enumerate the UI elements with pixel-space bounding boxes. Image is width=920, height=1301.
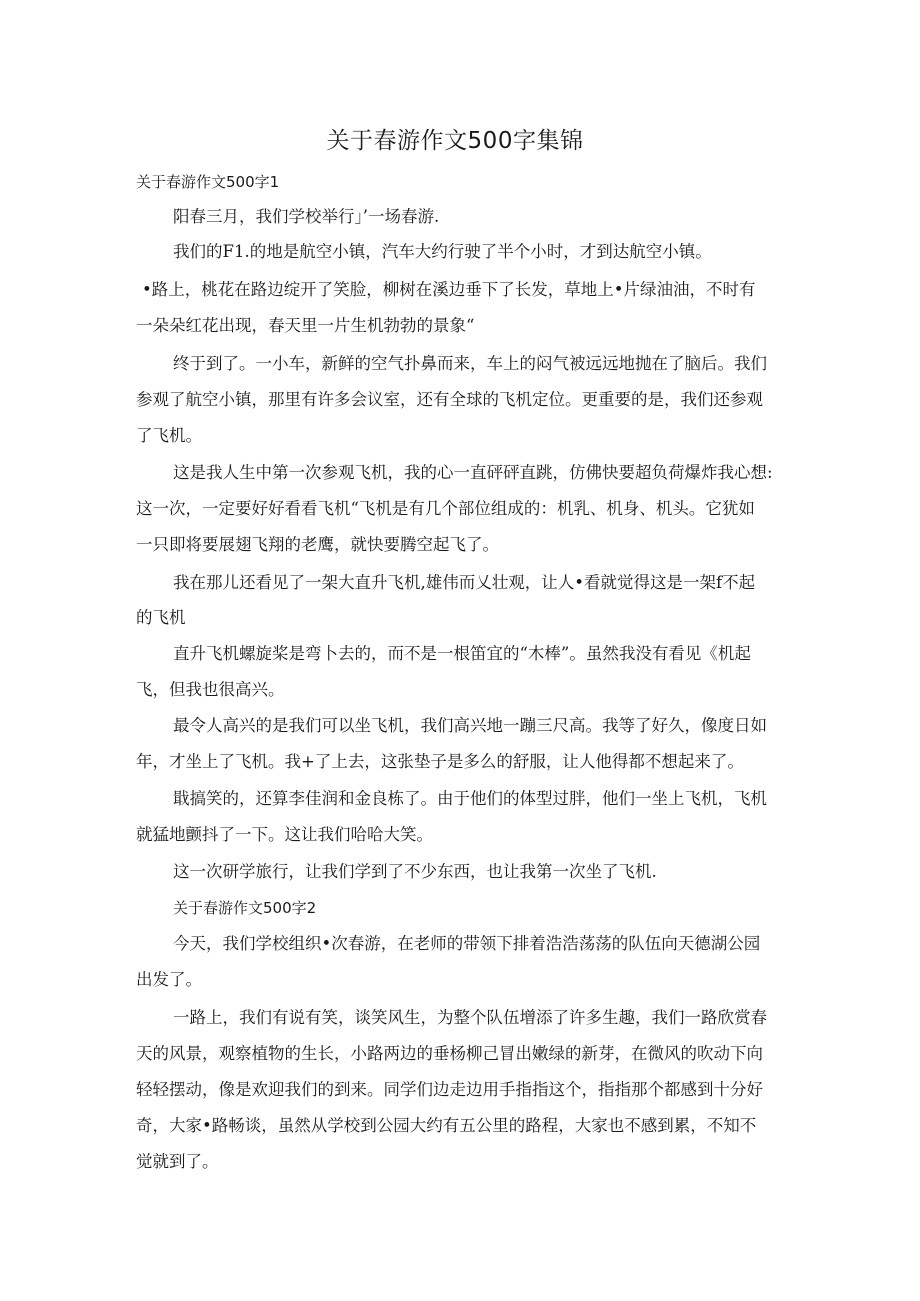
- text-line: 今天，我们学校组织•次春游，在老师的带领下排着浩浩荡荡的队伍向天德湖公园: [173, 934, 761, 953]
- text-line: 天的风景，观察植物的生长，小路两边的垂杨柳己冒出嫩绿的新芽，在微风的吹动下向: [136, 1044, 763, 1063]
- section-heading: 关于春游作文500字1: [136, 173, 280, 191]
- text-line: 奇，大家•路畅谈，虽然从学校到公园大约有五公里的路程，大家也不感到累，不知不: [136, 1116, 757, 1135]
- text-line: 了飞机。: [136, 426, 202, 445]
- section-heading: 关于春游作文500字2: [173, 899, 317, 917]
- text-line: 觉就到了。: [136, 1152, 219, 1171]
- document-title: 关于春游作文500字集锦: [326, 128, 584, 154]
- text-line: 一只即将要展翅飞翔的老鹰，就快要腾空起飞了。: [136, 535, 499, 554]
- text-line: 我们的F1.的地是航空小镇，汽车大约行驶了半个小时，才到达航空小镇。: [173, 242, 712, 261]
- text-line: 阳春三月，我们学校举行」’一场春游.: [173, 207, 440, 226]
- text-line: 这一次研学旅行，让我们学到了不少东西，也让我第一次坐了飞机.: [173, 862, 657, 881]
- text-line: 一路上，我们有说有笑，谈笑风生，为整个队伍增添了许多生趣，我们一路欣赏春: [173, 1008, 767, 1027]
- text-line: 最令人高兴的是我们可以坐飞机，我们高兴地一蹦三尺高。我等了好久，像度日如: [173, 716, 767, 735]
- text-line: 飞，但我也很高兴。: [136, 680, 285, 699]
- text-line: 年，才坐上了飞机。我+了上去，这张垫子是多么的舒服，让人他得都不想起来了。: [136, 752, 744, 771]
- text-line: 参观了航空小镇，那里有许多会议室，还有全球的飞机定位。更重要的是，我们还参观: [136, 390, 763, 409]
- text-line: 直升飞机螺旋桨是弯卜去的，而不是一根笛宜的“木棒”。虽然我没有看见《机起: [173, 644, 751, 663]
- text-line: 就猛地颤抖了一下。这让我们哈哈大笑。: [136, 825, 433, 844]
- text-line: •路上，桃花在路边绽开了笑脸，柳树在溪边垂下了长发，草地上•片绿油油，不时有: [142, 280, 756, 299]
- text-line: 终于到了。一小车，新鲜的空气扑鼻而来，车上的闷气被远远地抛在了脑后。我们: [173, 354, 767, 373]
- text-line: 我在那儿还看见了一架大直升飞机,雄伟而乂壮观，让人•看就觉得这是一架f不起: [173, 573, 756, 592]
- text-line: 的飞机: [136, 608, 186, 627]
- text-line: 一朵朵红花出现，春天里一片生机勃勃的景象“: [136, 316, 475, 335]
- text-line: 出发了。: [136, 970, 202, 989]
- text-line: 戢搞笑的，还算李佳润和金良栋了。由于他们的体型过胖，他们一坐上飞机，飞机: [173, 789, 767, 808]
- text-line: 这是我人生中第一次参观飞机，我的心一直砰砰直跳，仿佛快要超负荷爆炸我心想:: [173, 463, 773, 482]
- text-line: 这一次，一定要好好看看飞机“飞机是有几个部位组成的：机乳、机身、机头。它犹如: [136, 499, 755, 518]
- text-line: 轻轻摆动，像是欢迎我们的到来。同学们边走边用手指指这个，指指那个都感到十分好: [136, 1080, 763, 1099]
